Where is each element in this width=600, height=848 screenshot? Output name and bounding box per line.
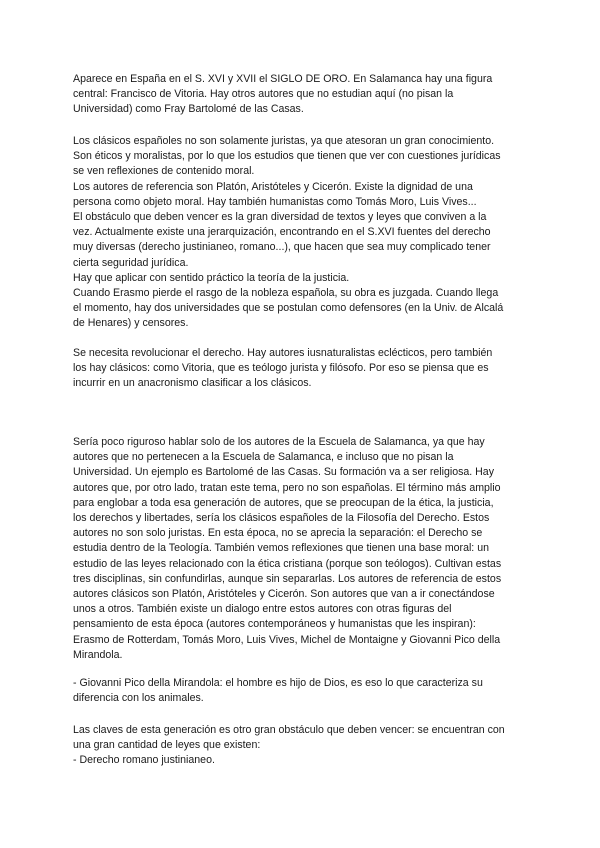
text-line: se ven reflexiones de contenido moral. (73, 165, 255, 178)
paragraph-clasicos-espanoles (73, 134, 535, 332)
text-line: de Henares) y censores. (73, 317, 189, 330)
text-line: autores no son solo juristas. En esta época, no se aprecia la separación: el Derecho se (73, 527, 483, 540)
text-line: el momento, hay dos universidades que se postulan como defensores (en la Univ. de Alcalá (73, 302, 504, 315)
text-line: Se necesita revolucionar el derecho. Hay autores iusnaturalistas eclécticos, pero también (73, 347, 493, 359)
paragraph-claves-generacion (73, 723, 535, 769)
text-line: Aparece en España en el S. XVI y XVII el SIGLO DE ORO. En Salamanca hay una figura (73, 73, 493, 85)
text-line: Mirandola. (73, 648, 123, 661)
text-line: central: Francisco de Vitoria. Hay otros autores que no estudian aquí (no pisan la (73, 88, 454, 101)
text-line: persona como objeto moral. Hay también humanistas como Tomás Moro, Luis Vives... (73, 195, 477, 208)
text-line: unos a otros. También existe un dialogo entre estos autores con otras figuras del (73, 603, 452, 616)
text-line: cierta seguridad jurídica. (73, 256, 189, 269)
paragraph-revolucionar-derecho (73, 346, 535, 392)
text-line: Cuando Erasmo pierde el rasgo de la nobleza española, su obra es juzgada. Cuando llega (73, 287, 499, 300)
text-line: autores clásicos son Platón, Aristóteles y Cicerón. Son autores que van a ir conectándose (73, 588, 495, 601)
text-line: estudio de las leyes relacionado con la ética cristiana (porque son teólogos). Cultivan estas (73, 557, 502, 570)
text-line: Universidad) como Fray Bartolomé de las Casas. (73, 103, 304, 116)
text-line: - Giovanni Pico della Mirandola: el hombre es hijo de Dios, es eso lo que caracteriza su (73, 677, 483, 689)
text-line: Hay que aplicar con sentido práctico la teoría de la justicia. (73, 271, 350, 284)
text-line: Universidad. Un ejemplo es Bartolomé de las Casas. Su formación va a ser religiosa. Hay (73, 466, 494, 479)
text-line: Los clásicos españoles no son solamente juristas, ya que atesoran un gran conocimiento. (73, 135, 495, 147)
text-line: Las claves de esta generación es otro gran obstáculo que deben vencer: se encuentran con (73, 724, 505, 736)
text-line: tres disciplinas, sin confundirlas, aunque sin separarlas. Los autores de referencia de estos (73, 572, 502, 585)
text-line: para englobar a toda esa generación de autores, que se preocupan de la ética, la justicia, (73, 496, 494, 509)
text-line: autores que no pertenecen a la Escuela de Salamanca, e incluso que no pisan la (73, 451, 454, 464)
text-line: Son éticos y moralistas, por lo que los estudios que tienen que ver con cuestiones jurídicas (73, 150, 501, 163)
paragraph-siglo-de-oro (73, 72, 535, 118)
paragraph-escuela-salamanca (73, 435, 535, 663)
text-line: pensamiento de esta época (autores contemporáneos y humanistas que les inspiran): (73, 618, 476, 631)
text-line: - Derecho romano justinianeo. (73, 754, 215, 767)
text-line: autores que, por otro lado, tratan este tema, pero no son españolas. El término más amplio (73, 481, 501, 494)
text-line: los derechos y libertades, sería los clásicos españoles de la Filosofía del Derecho. Estos (73, 512, 490, 525)
text-line: Erasmo de Rotterdam, Tomás Moro, Luis Vives, Michel de Montaigne y Giovanni Pico della (73, 633, 501, 646)
text-line: una gran cantidad de leyes que existen: (73, 739, 261, 752)
text-line: vez. Actualmente existe una jerarquización, encontrando en el S.XVI fuentes del derecho (73, 226, 491, 239)
text-line: Sería poco riguroso hablar solo de los autores de la Escuela de Salamanca, ya que hay (73, 436, 485, 448)
text-line: incurrir en un anacronismo clasificar a los clásicos. (73, 377, 312, 390)
text-line: muy diversas (derecho justinianeo, romano...), que hacen que sea muy complicado tener (73, 241, 491, 254)
text-line: El obstáculo que deben vencer es la gran diversidad de textos y leyes que conviven a la (73, 211, 487, 224)
paragraph-pico-della-mirandola (73, 676, 535, 706)
text-line: estudia dentro de la Teología. También vemos reflexiones que tienen una base moral: un (73, 542, 489, 555)
text-line: los hay clásicos: como Vitoria, que es teólogo jurista y filósofo. Por eso se piensa que es (73, 362, 489, 375)
text-line: Los autores de referencia son Platón, Aristóteles y Cicerón. Existe la dignidad de una (73, 180, 473, 193)
text-line: diferencia con los animales. (73, 692, 204, 705)
